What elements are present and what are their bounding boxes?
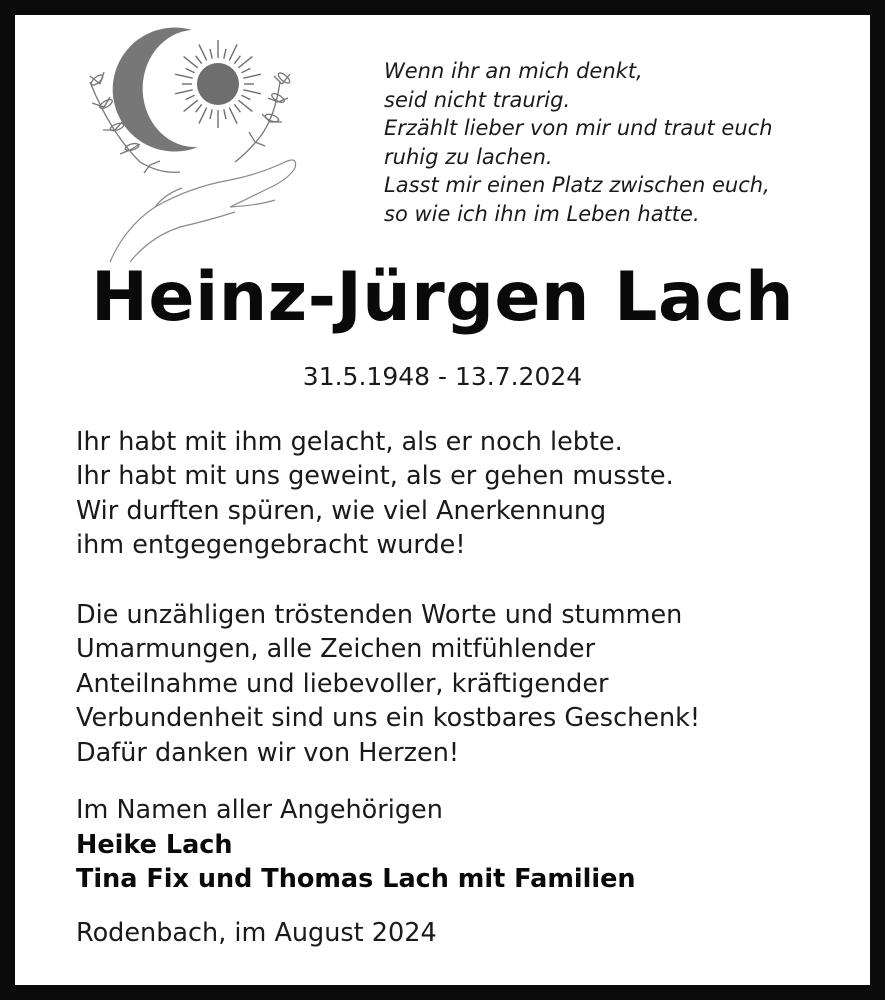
sun-ray [196,56,202,64]
text-line: ihm entgegengebracht wurde! [76,530,466,561]
sun-ray [229,107,237,123]
sun-ray [241,95,250,99]
text-line: Umarmungen, alle Zeichen mitfühlender [76,634,596,665]
text-line: Die unzähligen tröstenden Worte und stummen [76,600,683,630]
sun-ray [234,56,240,64]
sun-ray [186,68,195,72]
sun-ray [224,49,226,59]
text-line: Wir durften spüren, wie viel Anerkennung [76,495,607,526]
text-line: Ihr habt mit ihm gelacht, als er noch lebte. [76,427,623,457]
text-line: Dafür danken wir von Herzen! [76,737,460,768]
closing-line: Im Namen aller Angehörigen [76,795,443,825]
signer-name: Heike Lach [76,830,233,860]
sun-ray [184,100,198,111]
text-line: Verbundenheit sind uns ein kostbares Geschenk! [76,703,701,734]
deceased-name: Heinz-Jürgen Lach [90,258,795,337]
signers [76,828,636,897]
thanks-paragraph-2 [76,598,700,770]
sun-ray [184,57,198,68]
poem-line: seid nicht traurig. [384,87,571,112]
poem [384,57,854,229]
poem-line: ruhig zu lachen. [384,144,553,169]
sun-ray [234,104,240,112]
sun-ray [210,49,212,59]
sun-ray [186,95,195,99]
life-dates: 31.5.1948 - 13.7.2024 [302,362,583,391]
open-hand-icon [110,160,296,262]
poem-line: Lasst mir einen Platz zwischen euch, [384,173,770,198]
sun-ray [199,44,207,60]
thanks-paragraph-1 [76,425,674,563]
poem-line: Erzählt lieber von mir und traut euch [384,116,773,141]
sun-icon [175,40,261,128]
sun-ray [196,104,202,112]
sun-ray [229,44,237,60]
text-line: Anteilnahme und liebevoller, kräftigender [76,668,609,699]
poem-line: so wie ich ihn im Leben hatte. [384,201,700,226]
sun-ray [238,100,252,111]
sun-ray [199,107,207,123]
sun-ray [238,57,252,68]
sun-ray [210,109,212,119]
crescent-moon-icon [113,28,198,152]
sun-ray [241,68,250,72]
poem-line: Wenn ihr an mich denkt, [384,59,643,83]
text-line: Ihr habt mit uns geweint, als er gehen musste. [76,461,674,492]
sun-ray [175,90,193,94]
sun-ray [224,109,226,119]
sun-ray [175,74,193,78]
sun-ray [243,74,261,78]
signer-name: Tina Fix und Thomas Lach mit Familien [76,864,636,895]
place-and-date: Rodenbach, im August 2024 [76,918,437,948]
sun-ray [243,90,261,94]
memorial-illustration [70,22,320,267]
